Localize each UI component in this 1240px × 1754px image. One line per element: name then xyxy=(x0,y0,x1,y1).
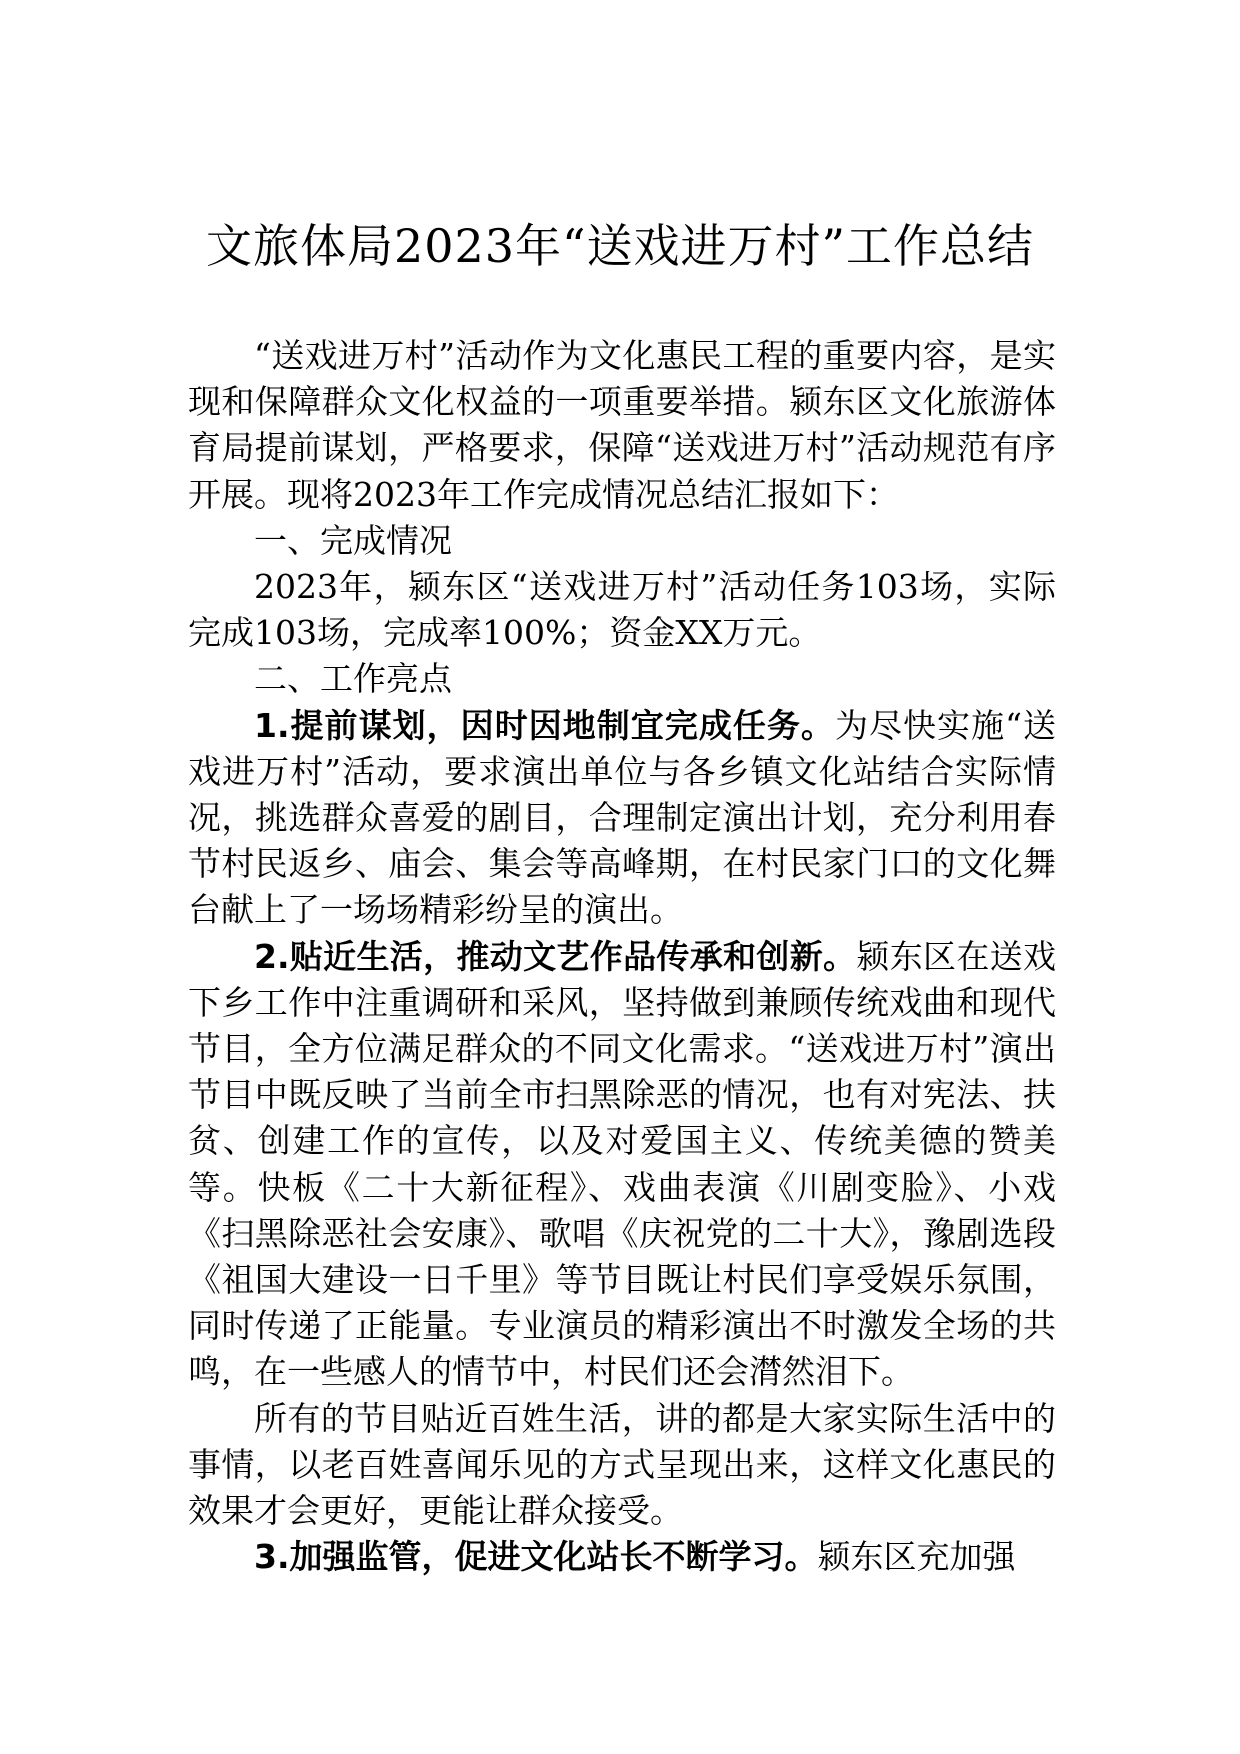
point1-lead: 1.提前谋划，因时因地制宜完成任务。 xyxy=(254,705,835,745)
point1-text: 为尽快实施“送戏进万村”活动，要求演出单位与各乡镇文化站结合实际情况，挑选群众喜爱的剧目，合理制定演出计划，充分利用春节村民返乡、庙会、集会等高峰期，在村民家门口的文化舞台献上了一场场精彩纷呈的演出。 xyxy=(188,705,1057,930)
point1-paragraph xyxy=(188,703,1056,934)
point3-lead: 3.加强监管，促进文化站长不断学习。 xyxy=(254,1537,818,1577)
point3-text: 颍东区充加强 xyxy=(817,1537,1016,1577)
point2-lead: 2.贴近生活，推动文艺作品传承和创新。 xyxy=(254,936,857,976)
section1-heading: 一、完成情况 xyxy=(254,520,452,560)
point2-followup-paragraph: 所有的节目贴近百姓生活，讲的都是大家实际生活中的事情，以老百姓喜闻乐见的方式呈现出来，这样文化惠民的效果才会更好，更能让群众接受。 xyxy=(188,1398,1056,1531)
section1-paragraph: 2023年，颍东区“送戏进万村”活动任务103场，实际完成103场，完成率100%；资金XX万元。 xyxy=(188,567,1056,653)
point2-paragraph xyxy=(188,934,1056,1396)
point2-text: 颍东区在送戏下乡工作中注重调研和采风，坚持做到兼顾传统戏曲和现代节目，全方位满足群众的不同文化需求。“送戏进万村”演出节目中既反映了当前全市扫黑除恶的情况，也有对宪法、扶贫、创建工作的宣传，以及对爱国主义、传统美德的赞美等。快板《二十大新征程》、戏曲表演《川剧变脸》、小戏《扫黑除恶社会安康》、歌唱《庆祝党的二十大》，豫剧选段《祖国大建设一日千里》等节目既让村民们享受娱乐氛围，同时传递了正能量。专业演员的精彩演出不时激发全场的共鸣，在一些感人的情节中，村民们还会潸然泪下。 xyxy=(188,936,1057,1392)
intro-paragraph: “送戏进万村”活动作为文化惠民工程的重要内容，是实现和保障群众文化权益的一项重要举措。颍东区文化旅游体育局提前谋划，严格要求，保障“送戏进万村”活动规范有序开展。现将2023年工作完成情况总结汇报如下： xyxy=(188,336,1056,514)
point3-paragraph xyxy=(188,1534,1056,1580)
section2-heading: 二、工作亮点 xyxy=(254,659,452,699)
page-title: 文旅体局2023年“送戏进万村”工作总结 xyxy=(205,219,1035,273)
document-body xyxy=(188,333,1056,1580)
